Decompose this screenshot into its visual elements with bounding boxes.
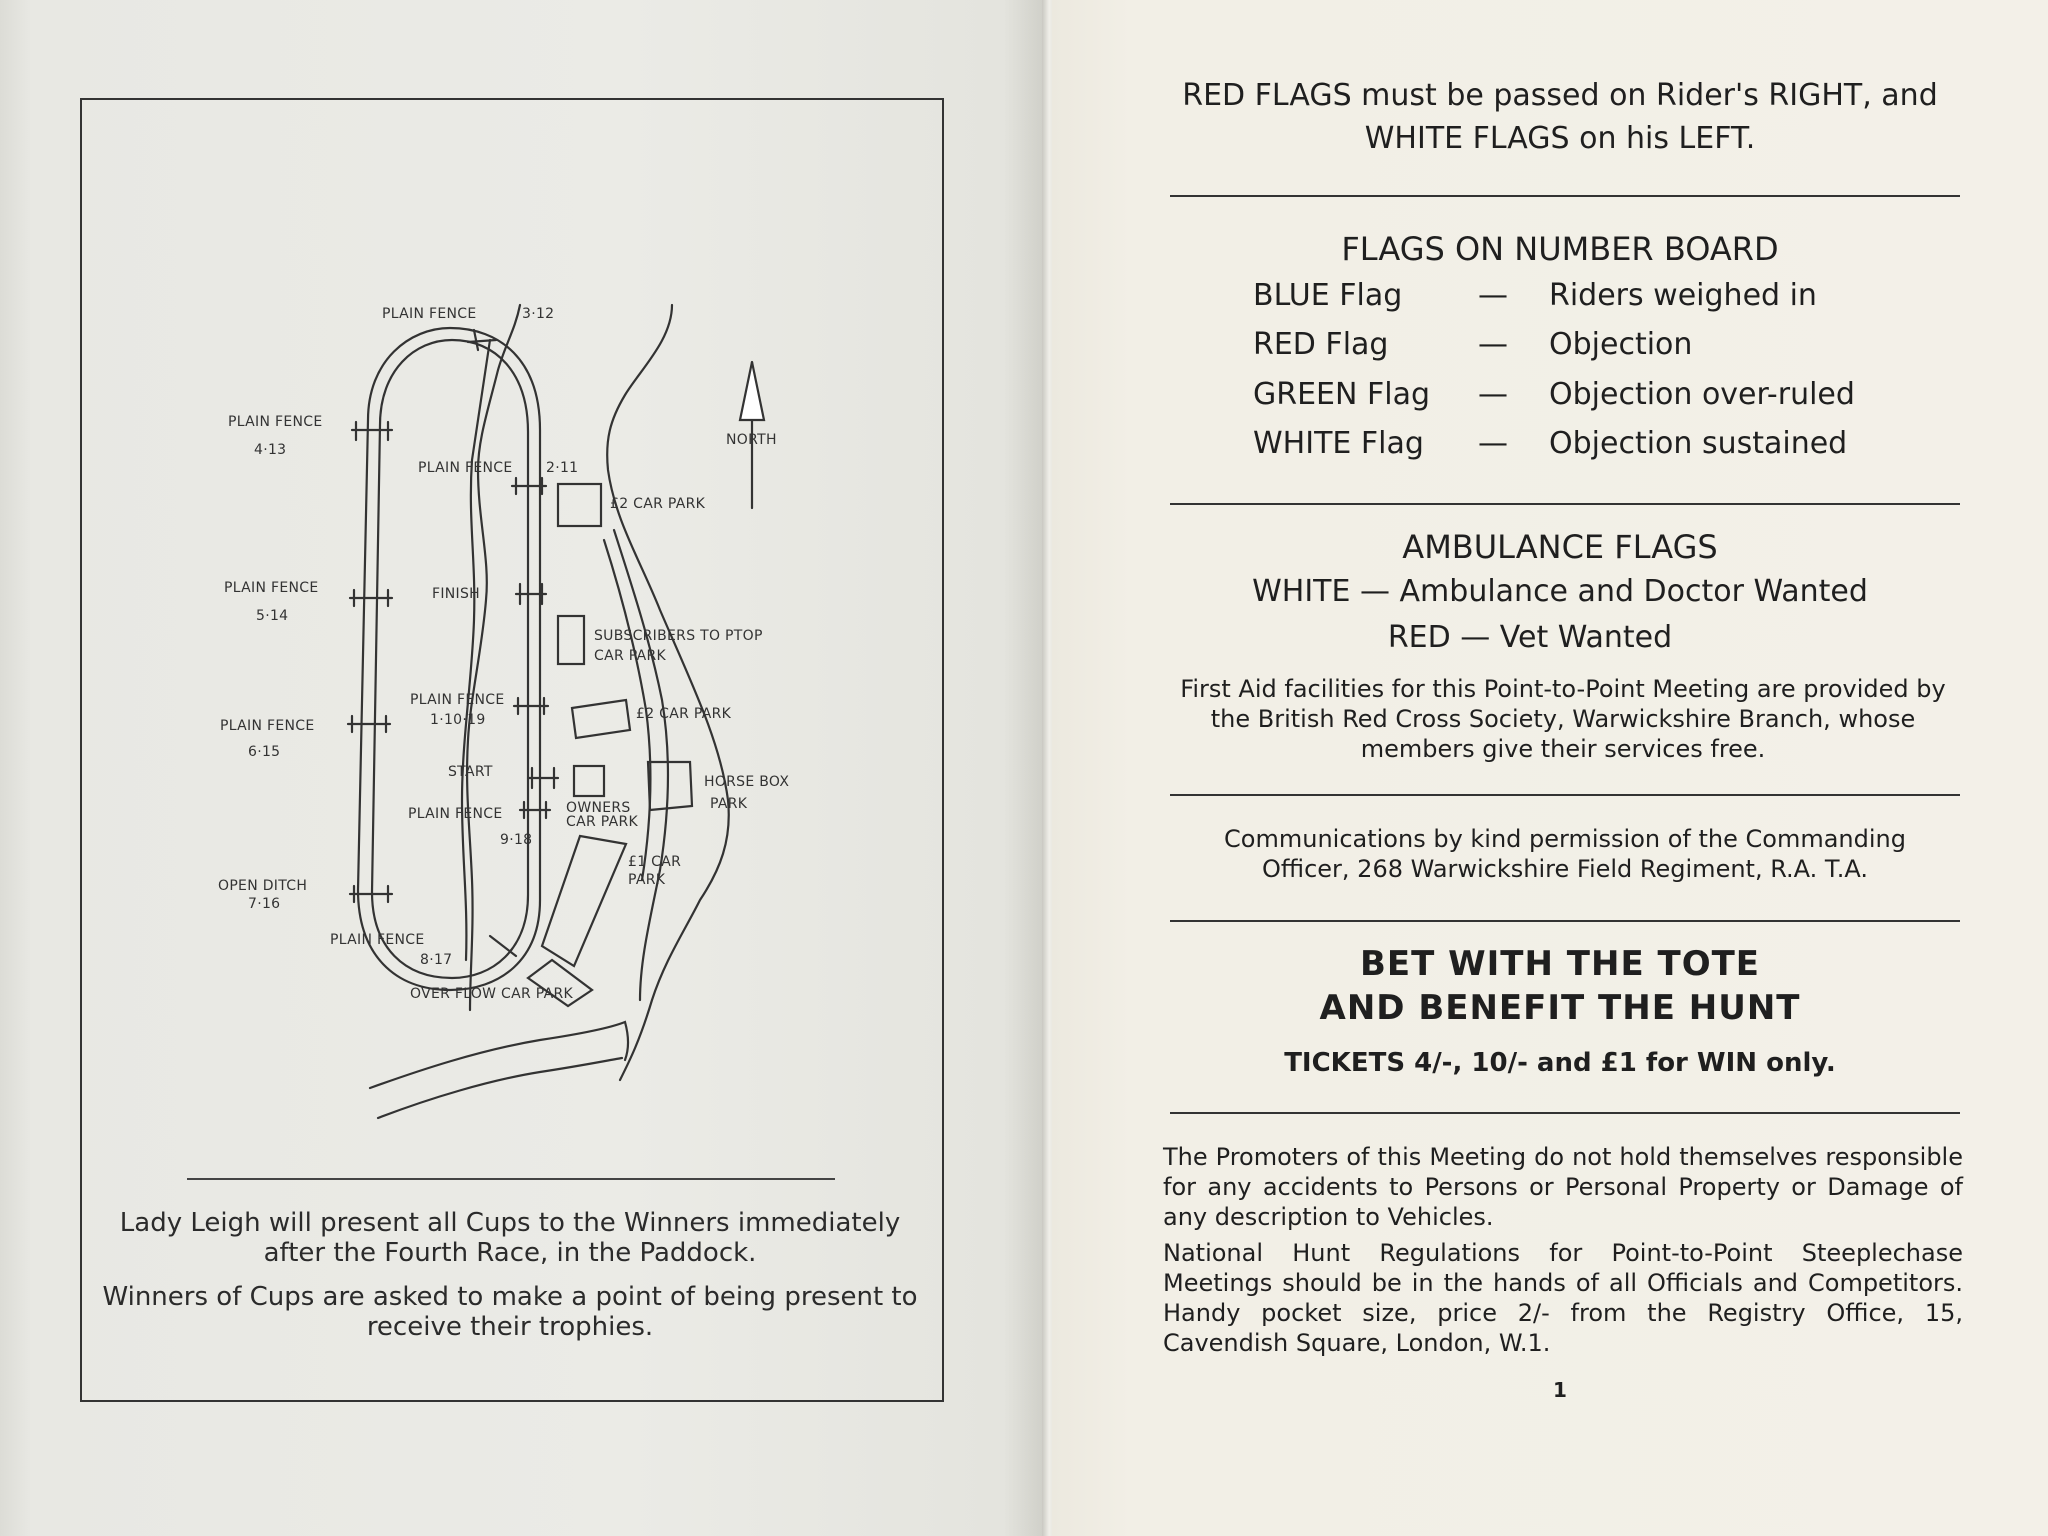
- map-label: 8·17: [420, 952, 453, 968]
- map-label: 2·11: [546, 460, 579, 476]
- flag-name: WHITE Flag: [1253, 426, 1424, 461]
- present-notice: Winners of Cups are asked to make a point of being present to receive their trophies.: [102, 1282, 918, 1342]
- flag-meaning: Objection: [1549, 327, 1693, 362]
- map-label: HORSE BOX: [704, 774, 790, 790]
- map-label: £2 CAR PARK: [636, 706, 732, 722]
- ambulance-red: RED — Vet Wanted: [1387, 620, 1673, 655]
- map-label: 5·14: [256, 608, 289, 624]
- flag-meaning: Objection sustained: [1549, 426, 1848, 461]
- communications-notice: Communications by kind permission of the Commanding Officer, 268 Warwickshire Field Regiment, R.A. T.A.: [1224, 825, 1906, 883]
- horse-box-park-box: [648, 762, 692, 810]
- map-label: OPEN DITCH: [218, 878, 308, 894]
- map-label: START: [448, 764, 493, 780]
- subscribers-car-park-box: [558, 616, 584, 664]
- map-label: PLAIN FENCE: [330, 932, 425, 948]
- course-inner-track: [372, 340, 528, 978]
- tote-line1: BET WITH THE TOTE: [1359, 944, 1761, 984]
- map-label: SUBSCRIBERS TO PTOP: [594, 628, 763, 644]
- map-label: FINISH: [432, 586, 480, 602]
- flag-name: RED Flag: [1253, 327, 1389, 362]
- map-label: OWNERS: [566, 800, 631, 816]
- flags-passing-rule-line1: RED FLAGS must be passed on Rider's RIGHT, and: [1182, 78, 1938, 113]
- fence-4-13: [352, 422, 392, 440]
- owners-car-park-box: [574, 766, 604, 796]
- flag-meaning: Riders weighed in: [1549, 278, 1817, 313]
- fence-5-14: [350, 590, 392, 606]
- map-label: 1·10·19: [430, 712, 486, 728]
- map-label: PLAIN FENCE: [220, 718, 315, 734]
- map-label: PLAIN FENCE: [408, 806, 503, 822]
- map-label: 4·13: [254, 442, 287, 458]
- divider: [1170, 1112, 1960, 1114]
- flag-dash: —: [1478, 426, 1508, 461]
- map-label: OVER FLOW CAR PARK: [410, 986, 574, 1002]
- stream: [467, 305, 520, 1010]
- fence-6-15: [348, 716, 390, 732]
- divider: [1170, 195, 1960, 197]
- map-label: 3·12: [522, 306, 555, 322]
- flag-dash: —: [1478, 327, 1508, 362]
- car-park-2-mid-box: [572, 700, 630, 738]
- regulations-notice: National Hunt Regulations for Point-to-Point Steeplechase Meetings should be in the hands of all Officials and Competitors. Handy pocket size, price 2/- from the Registry Office, 15, Cavendish Square, London, W.1.: [1163, 1239, 1963, 1357]
- map-label: PLAIN FENCE: [224, 580, 319, 596]
- divider: [1170, 503, 1960, 505]
- start-post: [528, 768, 558, 788]
- map-label: PLAIN FENCE: [228, 414, 323, 430]
- flags-passing-rule-line2: WHITE FLAGS on his LEFT.: [1364, 121, 1756, 156]
- boundary-road: [607, 305, 729, 1080]
- divider: [1170, 920, 1960, 922]
- flags-passing-rule: [1160, 74, 1960, 160]
- flag-dash: —: [1478, 278, 1508, 313]
- map-label: CAR PARK: [594, 648, 666, 664]
- flag-dash: —: [1478, 377, 1508, 412]
- map-label: CAR PARK: [566, 814, 638, 830]
- left-divider: [187, 1178, 835, 1180]
- tote-heading: [1160, 942, 1960, 1030]
- course-outer-track: [358, 328, 540, 990]
- disclaimer-notice: The Promoters of this Meeting do not hold themselves responsible for any accidents to Persons or Personal Property or Damage of any description to Vehicles.: [1163, 1143, 1963, 1231]
- ambulance-heading: AMBULANCE FLAGS: [1402, 528, 1718, 566]
- north-arrow-head: [740, 362, 764, 420]
- stream-bank: [462, 340, 490, 960]
- fence-1-10-19: [514, 698, 548, 714]
- cups-notice: Lady Leigh will present all Cups to the Winners immediately after the Fourth Race, in the Paddock.: [119, 1208, 901, 1268]
- map-label: 9·18: [500, 832, 533, 848]
- map-label: £2 CAR PARK: [610, 496, 706, 512]
- page-number: 1: [1553, 1378, 1567, 1402]
- tote-line2: AND BENEFIT THE HUNT: [1319, 988, 1801, 1028]
- flag-meaning: Objection over-ruled: [1549, 377, 1855, 412]
- car-park-1-box: [542, 836, 626, 966]
- number-board-heading: FLAGS ON NUMBER BOARD: [1341, 230, 1779, 268]
- fence-8-17: [490, 936, 516, 956]
- divider: [1170, 794, 1960, 796]
- bottom-road-lower: [378, 1058, 622, 1118]
- finish-post: [516, 584, 546, 604]
- tote-tickets: TICKETS 4/-, 10/- and £1 for WIN only.: [1284, 1048, 1836, 1078]
- map-label: PLAIN FENCE: [410, 692, 505, 708]
- fence-9-18: [520, 802, 550, 818]
- map-label: 6·15: [248, 744, 281, 760]
- ambulance-white: WHITE — Ambulance and Doctor Wanted: [1252, 574, 1868, 609]
- map-label: £1 CAR: [628, 854, 682, 870]
- first-aid-notice: First Aid facilities for this Point-to-Point Meeting are provided by the British Red Cross Society, Warwickshire Branch, whose members give their services free.: [1180, 675, 1946, 763]
- flag-name: BLUE Flag: [1253, 278, 1403, 313]
- map-label: PARK: [710, 796, 748, 812]
- map-label: NORTH: [726, 432, 777, 448]
- map-label: PLAIN FENCE: [418, 460, 513, 476]
- bottom-road: [370, 1022, 628, 1088]
- map-label: PLAIN FENCE: [382, 306, 477, 322]
- flag-name: GREEN Flag: [1253, 377, 1430, 412]
- map-label: PARK: [628, 872, 666, 888]
- map-label: 7·16: [248, 896, 281, 912]
- car-park-2-top-box: [558, 484, 601, 526]
